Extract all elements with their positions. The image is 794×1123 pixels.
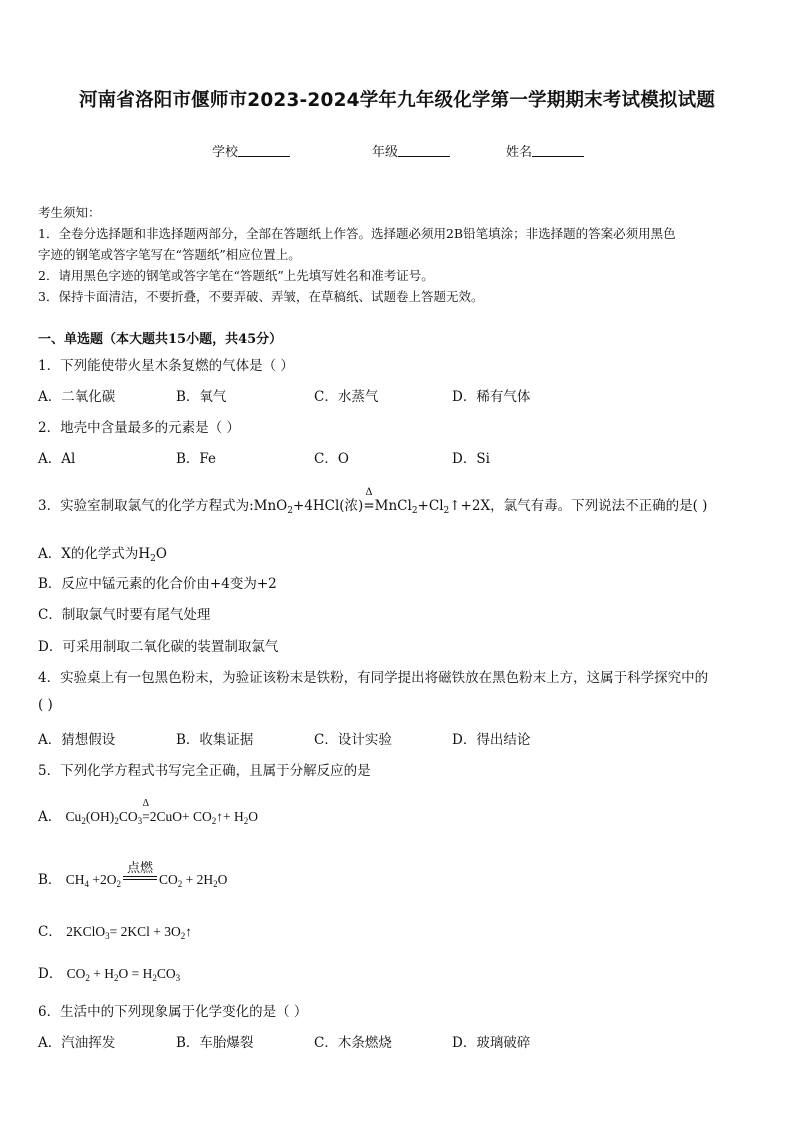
q4-option-a[interactable]: A．猜想假设 bbox=[38, 732, 116, 748]
q4-option-b[interactable]: B．收集证据 bbox=[176, 732, 254, 748]
q4-option-c[interactable]: C．设计实验 bbox=[314, 732, 392, 748]
page-title: 河南省洛阳市偃师市2023-2024学年九年级化学第一学期期末考试模拟试题 bbox=[78, 90, 716, 111]
name-label: 姓名 bbox=[506, 145, 533, 160]
school-label: 学校 bbox=[212, 145, 239, 160]
q6-option-d[interactable]: D．玻璃破碎 bbox=[452, 1035, 531, 1051]
q6-option-a[interactable]: A．汽油挥发 bbox=[38, 1035, 116, 1051]
q1-option-a[interactable]: A．二氧化碳 bbox=[38, 389, 116, 405]
section-heading: 一、单选题（本大题共15小题，共45分） bbox=[38, 332, 283, 347]
delta-symbol: Δ bbox=[365, 487, 373, 498]
q5-d-equation: $CO_2 + H_2O = H_2CO_3$ bbox=[66, 966, 181, 983]
q6-option-c[interactable]: C．木条燃烧 bbox=[314, 1035, 392, 1051]
ignite-condition: 点燃 bbox=[126, 861, 153, 876]
question-3-stem: 3．实验室制取氯气的化学方程式为:MnO$_2$+4HCl(浓) Δ $=MnCl_2+Cl_2↑+2X$，氯气有毒。下列说法不正确的是( ) bbox=[38, 487, 708, 516]
q5-d-label: D． bbox=[38, 966, 63, 982]
equals-sign: = bbox=[363, 498, 375, 514]
q5-a-label: A． bbox=[38, 809, 62, 825]
notice-item: 2．请用黑色字迹的钢笔或答字笔在“答题纸”上先填写姓名和准考证号。 bbox=[38, 268, 434, 283]
notice-heading: 考生须知： bbox=[38, 205, 101, 220]
q6-option-b[interactable]: B．车胎爆裂 bbox=[176, 1035, 254, 1051]
q2-option-c[interactable]: C．O bbox=[314, 451, 349, 467]
q1-option-b[interactable]: B．氧气 bbox=[176, 389, 227, 405]
delta-symbol: Δ bbox=[142, 798, 150, 809]
q3-option-a[interactable]: A．X的化学式为$H_2O$ bbox=[38, 546, 167, 564]
q3-option-c[interactable]: C．制取氯气时要有尾气处理 bbox=[38, 607, 211, 623]
school-blank[interactable] bbox=[238, 144, 290, 157]
question-5-stem: 5．下列化学方程式书写完全正确，且属于分解反应的是 bbox=[38, 763, 371, 779]
grade-label: 年级 bbox=[372, 145, 399, 160]
notice-item: 1．全卷分选择题和非选择题两部分，全部在答题纸上作答。选择题必须用2B铅笔填涂；非选择题的答案必须用黑色 bbox=[38, 226, 676, 241]
q3-mid: +4HCl(浓) bbox=[292, 498, 364, 514]
q5-option-d[interactable] bbox=[38, 962, 180, 983]
q2-option-a[interactable]: A．Al bbox=[38, 451, 76, 467]
q3-option-a-end: O bbox=[155, 546, 167, 562]
grade-blank[interactable] bbox=[398, 144, 450, 157]
q3-rest: ↑+2X，氯气有毒。下列说法不正确的是( ) bbox=[449, 498, 708, 514]
q3-option-d[interactable]: D．可采用制取二氧化碳的装置制取氯气 bbox=[38, 639, 279, 655]
grade-field[interactable] bbox=[372, 141, 450, 160]
q5-a-equation: $Cu_2(OH)_2CO_3$ Δ $=2CuO+ CO_2↑+ H_2O$ bbox=[65, 798, 258, 826]
q3-product-1: MnCl bbox=[374, 498, 412, 514]
name-blank[interactable] bbox=[532, 144, 584, 157]
question-1-stem: 1．下列能使带火星木条复燃的气体是（ ） bbox=[38, 358, 294, 374]
question-4-stem-cont: ( ) bbox=[38, 697, 53, 713]
q5-option-c[interactable] bbox=[38, 920, 192, 941]
q2-option-d[interactable]: D．Si bbox=[452, 451, 490, 467]
q3-prefix: 3．实验室制取氯气的化学方程式为:MnO bbox=[38, 498, 288, 514]
q4-option-d[interactable]: D．得出结论 bbox=[452, 732, 531, 748]
q5-c-label: C． bbox=[38, 924, 62, 940]
question-6-stem: 6．生活中的下列现象属于化学变化的是（ ） bbox=[38, 1004, 308, 1020]
question-2-stem: 2．地壳中含量最多的元素是（ ） bbox=[38, 420, 240, 436]
notice-item: 3．保持卡面清洁，不要折叠，不要弄破、弄皱，在草稿纸、试题卷上答题无效。 bbox=[38, 289, 484, 304]
name-field[interactable] bbox=[506, 141, 584, 160]
q1-option-d[interactable]: D．稀有气体 bbox=[452, 389, 531, 405]
q3-option-b[interactable]: B．反应中锰元素的化合价由+4变为+2 bbox=[38, 576, 277, 592]
notice-item: 字迹的钢笔或答字笔写在“答题纸”相应位置上。 bbox=[38, 247, 301, 262]
q5-option-b[interactable] bbox=[38, 861, 228, 889]
q5-c-equation: 2KClO$_3$= $2KCl + 3O_2↑$ bbox=[66, 924, 193, 941]
heat-condition bbox=[363, 487, 375, 514]
q3-option-a-text: A．X的化学式为H bbox=[38, 546, 151, 562]
q1-option-c[interactable]: C．水蒸气 bbox=[314, 389, 379, 405]
q5-b-equation: $CH_4 +2O_2$ 点燃 $CO_2 + 2H_2O$ bbox=[66, 872, 228, 887]
q2-option-b[interactable]: B．Fe bbox=[176, 451, 217, 467]
q3-product-2: +Cl bbox=[417, 498, 444, 514]
q5-option-a[interactable] bbox=[38, 798, 258, 826]
question-4-stem: 4．实验桌上有一包黑色粉末，为验证该粉末是铁粉，有同学提出将磁铁放在黑色粉末上方，这属于科学探究中的 bbox=[38, 670, 709, 686]
school-field[interactable] bbox=[212, 141, 290, 160]
q5-b-label: B． bbox=[38, 872, 62, 888]
